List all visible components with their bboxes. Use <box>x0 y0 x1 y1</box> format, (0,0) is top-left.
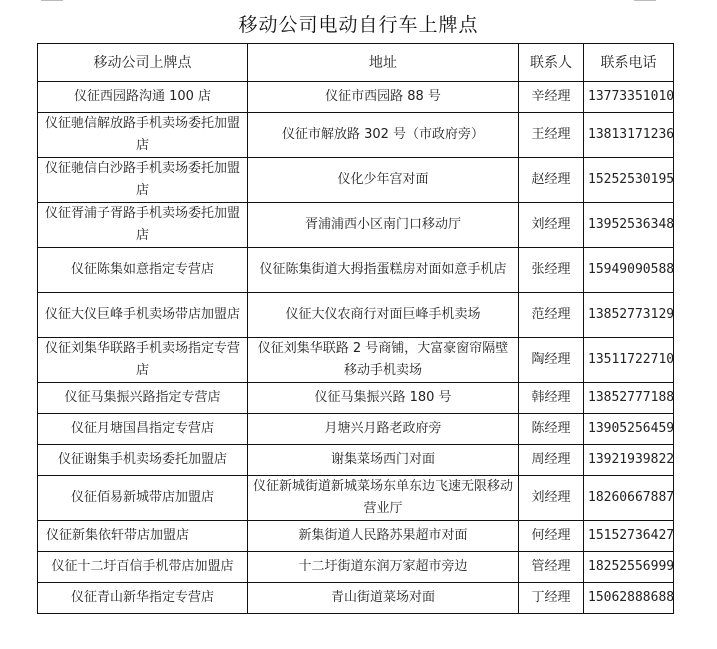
store-name: 仪征新集依轩带店加盟店 <box>38 521 248 552</box>
store-phone: 13813171236 <box>584 113 674 158</box>
store-address: 谢集菜场西门对面 <box>248 445 519 476</box>
store-name: 仪征陈集如意指定专营店 <box>38 248 248 293</box>
store-address: 仪征刘集华联路 2 号商铺，大富豪窗帘隔壁移动手机卖场 <box>248 338 519 383</box>
store-name: 仪征刘集华联路手机卖场指定专营店 <box>38 338 248 383</box>
store-address: 十二圩街道东润万家超市旁边 <box>248 552 519 583</box>
table-row <box>38 338 674 383</box>
store-address: 胥浦浦西小区南门口移动厅 <box>248 203 519 248</box>
table-row <box>38 521 674 552</box>
store-contact: 陈经理 <box>519 414 584 445</box>
store-phone: 13852777188 <box>584 383 674 414</box>
page-corner-mark-left <box>41 0 63 1</box>
table-row <box>38 583 674 614</box>
table-row <box>38 82 674 113</box>
store-name: 仪征胥浦子胥路手机卖场委托加盟店 <box>38 203 248 248</box>
store-contact: 丁经理 <box>519 583 584 614</box>
store-address: 仪征马集振兴路 180 号 <box>248 383 519 414</box>
header-phone: 联系电话 <box>584 44 674 82</box>
store-phone: 15062888688 <box>584 583 674 614</box>
store-contact: 辛经理 <box>519 82 584 113</box>
store-table <box>37 43 674 614</box>
table-row <box>38 248 674 293</box>
store-contact: 管经理 <box>519 552 584 583</box>
store-phone: 13952536348 <box>584 203 674 248</box>
store-phone: 18260667887 <box>584 476 674 521</box>
store-phone: 18252556999 <box>584 552 674 583</box>
store-contact: 刘经理 <box>519 203 584 248</box>
store-contact: 周经理 <box>519 445 584 476</box>
store-name: 仪征佰易新城带店加盟店 <box>38 476 248 521</box>
store-name: 仪征驰信白沙路手机卖场委托加盟店 <box>38 158 248 203</box>
store-contact: 赵经理 <box>519 158 584 203</box>
document-title: 移动公司电动自行车上牌点 <box>238 14 479 36</box>
table-row <box>38 476 674 521</box>
store-name: 仪征青山新华指定专营店 <box>38 583 248 614</box>
store-address: 仪征市西园路 88 号 <box>248 82 519 113</box>
header-address: 地址 <box>248 44 519 82</box>
store-address: 新集街道人民路苏果超市对面 <box>248 521 519 552</box>
store-phone: 13905256459 <box>584 414 674 445</box>
store-contact: 范经理 <box>519 293 584 338</box>
store-contact: 何经理 <box>519 521 584 552</box>
store-address: 仪征陈集街道大拇指蛋糕房对面如意手机店 <box>248 248 519 293</box>
store-name: 仪征谢集手机卖场委托加盟店 <box>38 445 248 476</box>
table-row <box>38 383 674 414</box>
table-row <box>38 445 674 476</box>
store-address: 仪化少年宫对面 <box>248 158 519 203</box>
store-name: 仪征月塘国昌指定专营店 <box>38 414 248 445</box>
page-corner-mark-right <box>634 0 656 1</box>
store-contact: 刘经理 <box>519 476 584 521</box>
store-phone: 13921939822 <box>584 445 674 476</box>
store-address: 仪征市解放路 302 号（市政府旁） <box>248 113 519 158</box>
table-row <box>38 158 674 203</box>
store-name: 仪征大仪巨峰手机卖场带店加盟店 <box>38 293 248 338</box>
store-name: 仪征十二圩百信手机带店加盟店 <box>38 552 248 583</box>
store-address: 青山街道菜场对面 <box>248 583 519 614</box>
store-contact: 王经理 <box>519 113 584 158</box>
store-address: 仪征大仪农商行对面巨峰手机卖场 <box>248 293 519 338</box>
table-row <box>38 113 674 158</box>
store-contact: 张经理 <box>519 248 584 293</box>
header-store: 移动公司上牌点 <box>38 44 248 82</box>
store-address: 仪征新城街道新城菜场东单东边飞速无限移动营业厅 <box>248 476 519 521</box>
store-contact: 韩经理 <box>519 383 584 414</box>
store-phone: 15252530195 <box>584 158 674 203</box>
store-phone: 15152736427 <box>584 521 674 552</box>
table-row <box>38 414 674 445</box>
store-address: 月塘兴月路老政府旁 <box>248 414 519 445</box>
store-name: 仪征西园路沟通 100 店 <box>38 82 248 113</box>
store-phone: 13511722710 <box>584 338 674 383</box>
table-header-row <box>38 44 674 82</box>
table-row <box>38 293 674 338</box>
store-phone: 13852773129 <box>584 293 674 338</box>
header-contact: 联系人 <box>519 44 584 82</box>
store-phone: 15949090588 <box>584 248 674 293</box>
table-row <box>38 552 674 583</box>
store-contact: 陶经理 <box>519 338 584 383</box>
store-phone: 13773351010 <box>584 82 674 113</box>
store-name: 仪征马集振兴路指定专营店 <box>38 383 248 414</box>
store-name: 仪征驰信解放路手机卖场委托加盟店 <box>38 113 248 158</box>
table-row <box>38 203 674 248</box>
